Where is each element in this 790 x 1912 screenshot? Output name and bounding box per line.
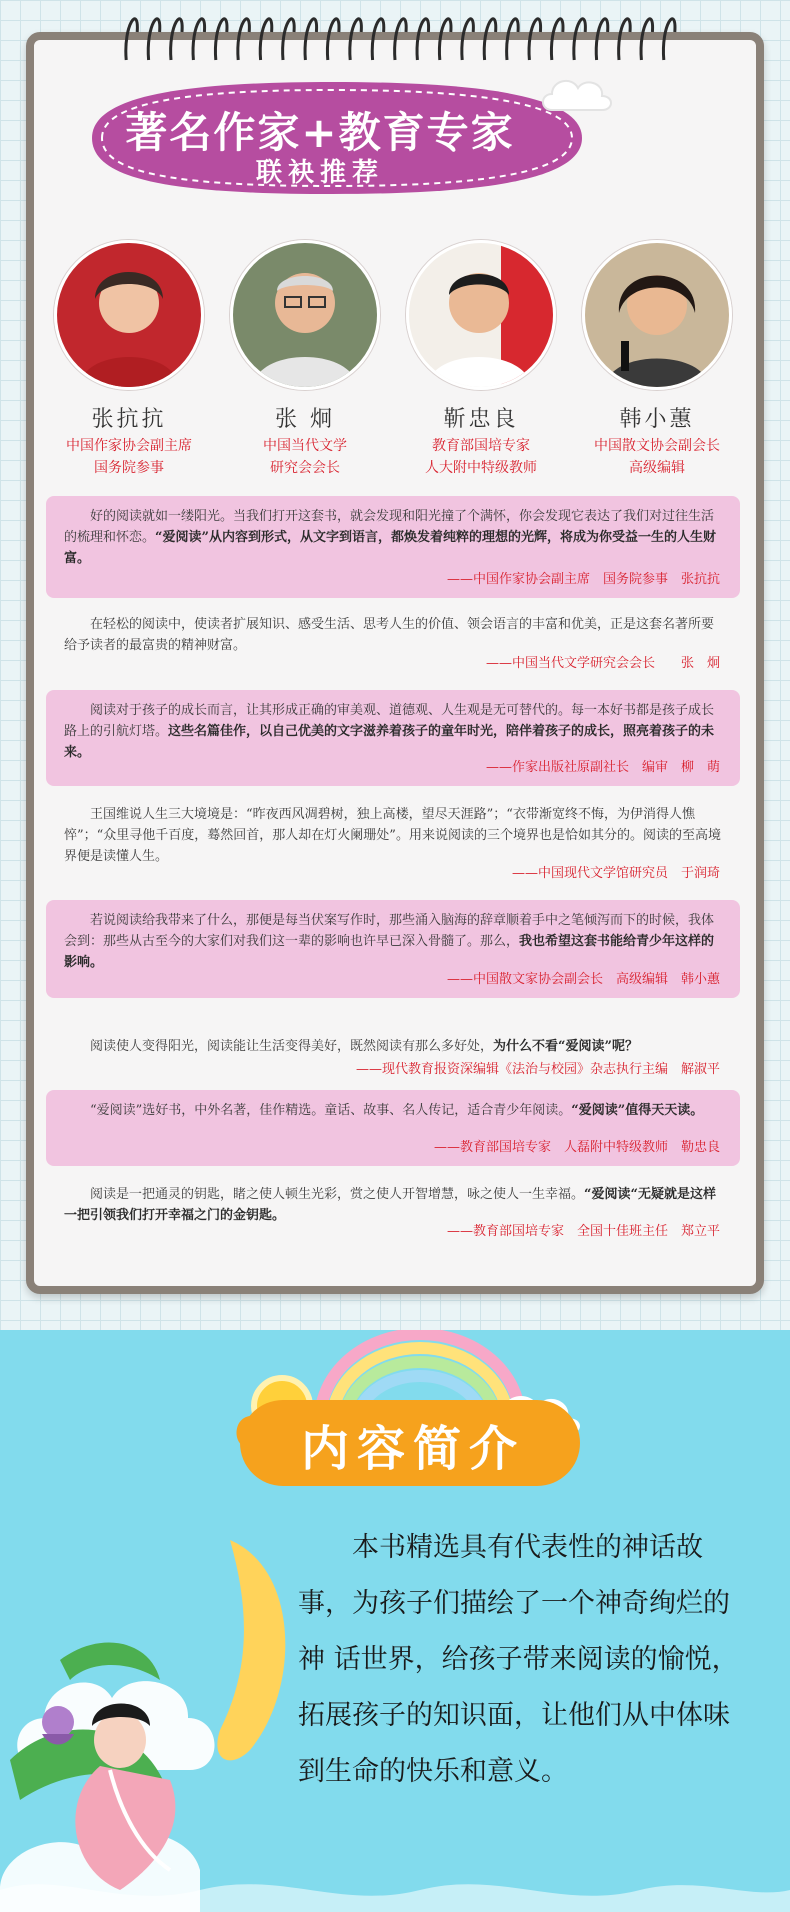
spiral-ring xyxy=(372,19,384,60)
quote-text: 若说阅读给我带来了什么，那便是每当伏案写作时，那些涌入脑海的辞章顺着手中之笔倾泻而下的时候，我体会到：那些从古至今的大家们对我们这一辈的影响也许早已深入骨髓了。那么，我也希望这套书能给青少年这样的影响。 xyxy=(64,913,715,970)
spiral-ring xyxy=(663,19,675,60)
quote-signature: ——教育部国培专家 全国十佳班主任 郑立平 xyxy=(446,1224,720,1239)
spiral-ring xyxy=(619,19,631,60)
quote-text: 好的阅读就如一缕阳光。当我们打开这套书，就会发现和阳光撞了个满怀，你会发现它表达了我们对过往生活的梳理和怀恋。“爱阅读”从内容到形式，从文字到语言，都焕发着纯粹的理想的光辉，将成为你受益一生的人生财富。 xyxy=(64,509,716,566)
spiral-ring xyxy=(395,19,407,60)
expert-title: 教育部国培专家 xyxy=(432,438,530,454)
spiral-ring xyxy=(350,19,362,60)
portrait-woman-mic-icon xyxy=(582,240,732,390)
spiral-ring xyxy=(641,19,653,60)
intro-text: 本书精选具有代表性的神话故事，为孩子们描绘了一个神奇绚烂的神 话世界，给孩子带来阅读的愉悦，拓展孩子的知识面，让他们从中体味到生命的快乐和意义。 xyxy=(298,1532,739,1787)
quote-highlight: “爱阅读”从内容到形式，从文字到语言，都焕发着纯粹的理想的光辉，将成为你受益一生的人生财富。 xyxy=(64,530,716,566)
quote-highlight: 我也希望这套书能给青少年这样的影响。 xyxy=(64,934,715,970)
expert-title: 高级编辑 xyxy=(629,460,685,476)
quote-highlight: “爱阅读“无疑就是这样一把引领我们打开幸福之门的金钥匙。 xyxy=(64,1187,716,1223)
quote-text: 阅读是一把通灵的钥匙，睹之使人顿生光彩，赏之使人开智增慧，咏之使人一生幸福。“爱阅读“无疑就是这样一把引领我们打开幸福之门的金钥匙。 xyxy=(64,1187,716,1223)
expert-card xyxy=(40,240,218,477)
quote-signature: ——中国作家协会副主席 国务院参事 张抗抗 xyxy=(446,572,720,587)
portrait-man-red-bg-icon xyxy=(406,240,556,390)
expert-card xyxy=(568,240,746,477)
spiral-ring xyxy=(305,19,317,60)
expert-row xyxy=(40,240,750,476)
spiral-ring xyxy=(484,19,496,60)
quote-highlight: 为什么不看“爱阅读”呢？ xyxy=(493,1039,638,1054)
quote-signature: ——中国现代文学馆研究员 于润琦 xyxy=(511,866,720,881)
header-title: 著名作家+教育专家 xyxy=(125,108,515,157)
cloud-icon xyxy=(538,70,614,116)
recommendation-quote xyxy=(46,1026,740,1088)
spiral-ring xyxy=(260,19,272,60)
expert-title: 研究会会长 xyxy=(270,460,340,476)
recommendation-quote xyxy=(46,690,740,786)
recommendation-quote xyxy=(46,604,740,682)
spiral-ring xyxy=(596,19,608,60)
intro-title: 内容简介 xyxy=(300,1421,525,1477)
quote-signature: ——中国当代文学研究会会长 张 炯 xyxy=(485,656,720,671)
expert-card xyxy=(392,240,570,477)
expert-name: 张 炯 xyxy=(275,407,335,432)
recommendation-quote xyxy=(46,496,740,598)
portrait-woman-red-icon xyxy=(54,240,204,390)
header-subtitle: 联袂推荐 xyxy=(255,158,384,188)
spiral-ring xyxy=(507,19,519,60)
recommendation-quote xyxy=(46,900,740,998)
expert-title: 中国散文协会副会长 xyxy=(594,438,720,454)
recommendation-quote xyxy=(46,1174,740,1250)
quote-text: 王国维说人生三大境境是：“昨夜西风凋碧树，独上高楼，望尽天涯路”；“衣带渐宽终不悔，为伊消得人憔悴”；“众里寻他千百度，蓦然回首，那人却在灯火阑珊处”。用来说阅读的三个境界也是恰如其分的。阅读的至高境界便是读懂人生。 xyxy=(64,807,721,864)
spiral-ring xyxy=(327,19,339,60)
spiral-ring xyxy=(462,19,474,60)
spiral-ring xyxy=(193,19,205,60)
spiral-ring xyxy=(215,19,227,60)
spiral-ring xyxy=(439,19,451,60)
quote-text: 在轻松的阅读中，使读者扩展知识、感受生活、思考人生的价值、领会语言的丰富和优美，正是这套名著所要给予读者的最富贵的精神财富。 xyxy=(64,617,715,653)
expert-name: 张抗抗 xyxy=(91,407,167,432)
spiral-ring xyxy=(529,19,541,60)
expert-title: 国务院参事 xyxy=(94,460,164,476)
spiral-ring xyxy=(171,19,183,60)
quote-signature: ——中国散文家协会副会长 高级编辑 韩小蕙 xyxy=(446,972,720,987)
quote-text: 阅读对于孩子的成长而言，让其形成正确的审美观、道德观、人生观是无可替代的。每一本好书都是孩子成长路上的引航灯塔。这些名篇佳作，以自己优美的文字滋养着孩子的童年时光，陪伴着孩子的成长，照亮着孩子的未来。 xyxy=(64,703,715,760)
expert-title: 人大附中特级教师 xyxy=(425,460,537,476)
expert-title: 中国作家协会副主席 xyxy=(66,438,192,454)
quote-text: 阅读使人变得阳光，阅读能让生活变得美好，既然阅读有那么多好处，为什么不看“爱阅读”呢？ xyxy=(90,1039,638,1054)
quote-signature: ——现代教育报资深编辑《法治与校园》杂志执行主编 解淑平 xyxy=(355,1062,720,1077)
spiral-ring xyxy=(574,19,586,60)
recommendation-quote xyxy=(46,794,740,892)
recommendation-quote xyxy=(46,1090,740,1166)
expert-name: 韩小蕙 xyxy=(619,407,695,432)
spiral-ring xyxy=(126,19,138,60)
expert-card xyxy=(216,240,394,477)
quote-signature: ——作家出版社原副社长 编审 柳 萌 xyxy=(485,760,720,775)
quote-text: “爱阅读”选好书，中外名著，佳作精选。童话、故事、名人传记，适合青少年阅读。“爱阅读”值得天天读。 xyxy=(90,1103,704,1118)
spiral-ring xyxy=(551,19,563,60)
portrait-man-glasses-icon xyxy=(230,240,380,390)
spiral-ring xyxy=(148,19,160,60)
spiral-ring xyxy=(238,19,250,60)
quote-signature: ——教育部国培专家 人磊附中特级教师 勒忠良 xyxy=(433,1140,720,1155)
quote-highlight: “爱阅读”值得天天读。 xyxy=(571,1103,704,1118)
spiral-binding-icon xyxy=(120,4,680,66)
expert-name: 靳忠良 xyxy=(443,407,519,432)
quote-highlight: 这些名篇佳作，以自己优美的文字滋养着孩子的童年时光，陪伴着孩子的成长，照亮着孩子的未来。 xyxy=(64,724,715,760)
spiral-ring xyxy=(417,19,429,60)
expert-title: 中国当代文学 xyxy=(263,438,347,454)
spiral-ring xyxy=(283,19,295,60)
